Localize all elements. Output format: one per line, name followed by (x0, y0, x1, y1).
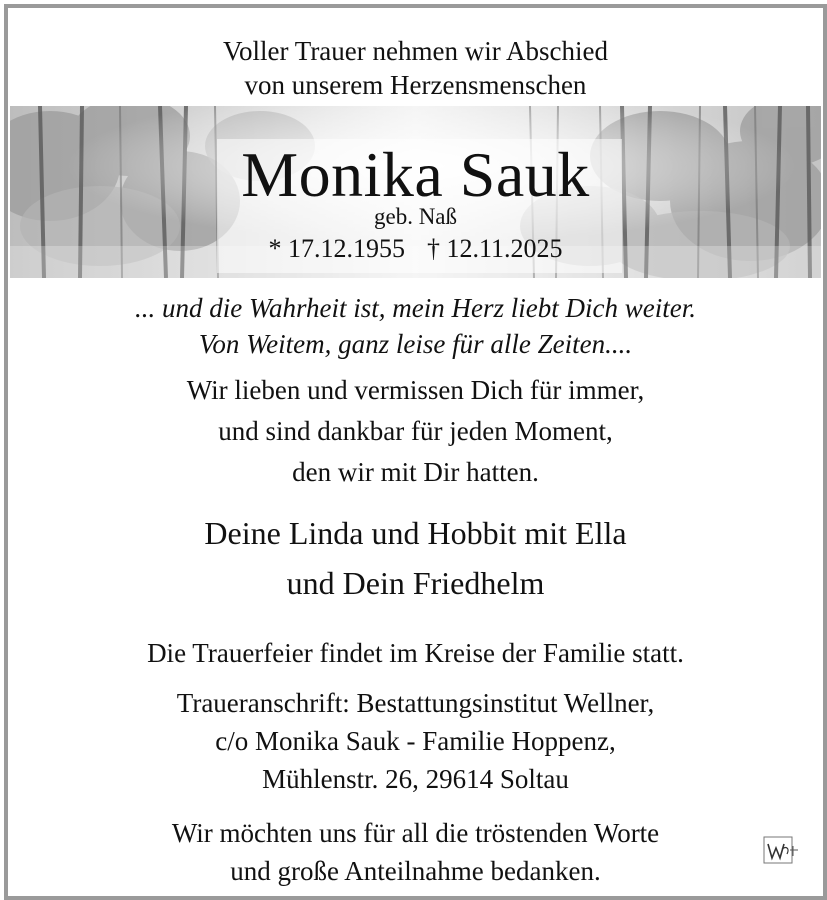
wellner-logo-icon (763, 836, 799, 866)
signatories-line-1: Deine Linda und Hobbit mit Ella (204, 515, 627, 551)
intro-text (8, 34, 823, 102)
signatories-line-2: und Dein Friedhelm (286, 565, 545, 601)
thanks-line-2: und große Anteilnahme bedanken. (230, 856, 601, 886)
love-line-2: und sind dankbar für jeden Moment, (218, 416, 613, 446)
address-line-3: Mühlenstr. 26, 29614 Soltau (262, 764, 569, 794)
verse (8, 290, 823, 362)
ceremony-note: Die Trauerfeier findet im Kreise der Familie statt. (147, 638, 684, 668)
deceased-name: Monika Sauk (241, 139, 590, 210)
love-message (8, 370, 823, 493)
forest-banner (10, 106, 821, 278)
birth-date: * 17.12.1955 (268, 234, 405, 263)
address-line-2: c/o Monika Sauk - Familie Hoppenz, (215, 726, 616, 756)
birth-name: geb. Naß (373, 204, 458, 229)
obituary-notice (4, 4, 827, 900)
verse-line-1: ... und die Wahrheit ist, mein Herz liebt Dich weiter. (135, 293, 696, 323)
life-dates (10, 234, 821, 264)
thanks-line-1: Wir möchten uns für all die tröstenden Worte (171, 818, 660, 848)
love-line-1: Wir lieben und vermissen Dich für immer, (186, 375, 645, 405)
death-date: † 12.11.2025 (426, 234, 563, 263)
verse-line-2: Von Weitem, ganz leise für alle Zeiten.... (198, 329, 633, 359)
love-line-3: den wir mit Dir hatten. (292, 457, 539, 487)
intro-line-1: Voller Trauer nehmen wir Abschied (223, 36, 608, 66)
signatories (8, 508, 823, 608)
thanks-message (8, 814, 823, 890)
mourning-address (8, 684, 823, 798)
address-line-1: Traueranschrift: Bestattungsinstitut Wellner, (176, 688, 655, 718)
intro-line-2: von unserem Herzensmenschen (244, 70, 587, 100)
